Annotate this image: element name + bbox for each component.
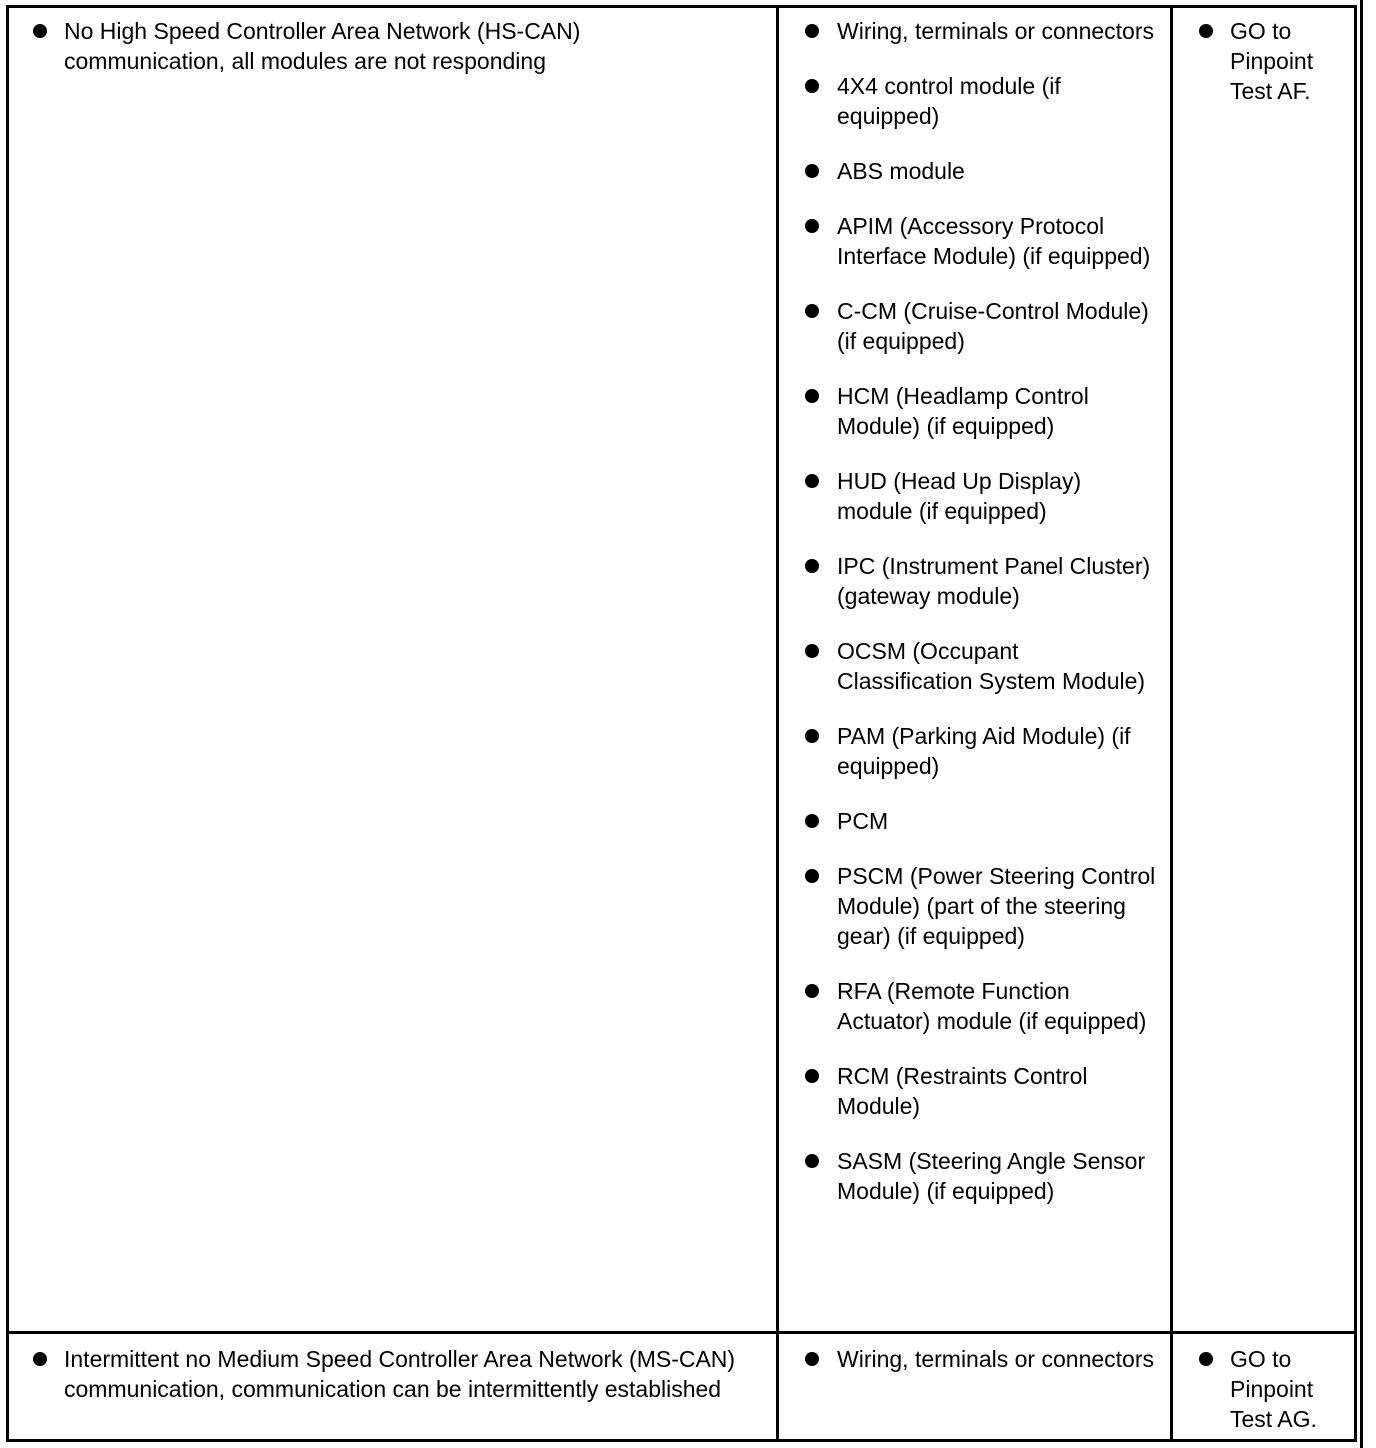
cause-text: SASM (Steering Angle Sensor Module) (if equipped) — [837, 1148, 1146, 1204]
bullet-icon — [805, 1069, 819, 1083]
list-item — [805, 1344, 1165, 1374]
list-item — [805, 16, 1165, 46]
table-row-1-action — [1199, 16, 1349, 106]
list-item — [805, 551, 1165, 611]
list-item — [805, 976, 1165, 1036]
bullet-icon — [805, 304, 819, 318]
bullet-icon — [805, 984, 819, 998]
page-edge-line — [1360, 0, 1363, 1448]
column-divider — [776, 5, 779, 1442]
cause-text: PAM (Parking Aid Module) (if equipped) — [837, 723, 1131, 779]
list-item — [805, 381, 1165, 441]
list-item — [805, 806, 1165, 836]
cause-text: Wiring, terminals or connectors — [837, 18, 1154, 44]
condition-text: No High Speed Controller Area Network (HS-CAN) communication, all modules are not responding — [64, 18, 581, 74]
bullet-icon — [33, 24, 47, 38]
table-row-1-condition — [33, 16, 763, 76]
bullet-icon — [805, 814, 819, 828]
condition-text: Intermittent no Medium Speed Controller Area Network (MS-CAN) communication, communication can be intermittently established — [64, 1346, 736, 1402]
list-item — [33, 1344, 763, 1404]
action-text: GO to Pinpoint Test AF. — [1230, 18, 1314, 104]
cause-text: RFA (Remote Function Actuator) module (if equipped) — [837, 978, 1147, 1034]
bullet-icon — [33, 1352, 47, 1366]
bullet-icon — [805, 1154, 819, 1168]
bullet-icon — [805, 729, 819, 743]
bullet-icon — [805, 164, 819, 178]
bullet-icon — [805, 389, 819, 403]
list-item — [805, 636, 1165, 696]
list-item — [805, 71, 1165, 131]
column-divider — [1170, 5, 1173, 1442]
bullet-icon — [805, 474, 819, 488]
bullet-icon — [805, 219, 819, 233]
bullet-icon — [805, 24, 819, 38]
bullet-icon — [805, 869, 819, 883]
cause-text: C-CM (Cruise-Control Module) (if equipped) — [837, 298, 1149, 354]
cause-text: Wiring, terminals or connectors — [837, 1346, 1154, 1372]
list-item — [1199, 1344, 1349, 1434]
list-item — [805, 1061, 1165, 1121]
cause-text: RCM (Restraints Control Module) — [837, 1063, 1088, 1119]
bullet-icon — [805, 644, 819, 658]
table-row-2-causes — [805, 1344, 1165, 1374]
cause-text: PCM — [837, 808, 889, 834]
list-item — [805, 1146, 1165, 1206]
bullet-icon — [1199, 24, 1213, 38]
cause-text: OCSM (Occupant Classification System Module) — [837, 638, 1146, 694]
cause-text: IPC (Instrument Panel Cluster) (gateway module) — [837, 553, 1151, 609]
cause-text: 4X4 control module (if equipped) — [837, 73, 1061, 129]
list-item — [805, 721, 1165, 781]
list-item — [805, 296, 1165, 356]
list-item — [805, 156, 1165, 186]
row-divider — [6, 1331, 1357, 1334]
cause-text: ABS module — [837, 158, 965, 184]
cause-text: PSCM (Power Steering Control Module) (part of the steering gear) (if equipped) — [837, 863, 1156, 949]
list-item — [805, 466, 1165, 526]
action-text: GO to Pinpoint Test AG. — [1230, 1346, 1317, 1432]
list-item — [805, 861, 1165, 951]
list-item — [805, 211, 1165, 271]
table-row-1-causes — [805, 16, 1165, 1206]
bullet-icon — [805, 559, 819, 573]
list-item — [33, 16, 763, 76]
cause-text: APIM (Accessory Protocol Interface Module) (if equipped) — [837, 213, 1151, 269]
cause-text: HCM (Headlamp Control Module) (if equipped) — [837, 383, 1089, 439]
cause-text: HUD (Head Up Display) module (if equipped) — [837, 468, 1082, 524]
table-row-2-condition — [33, 1344, 763, 1404]
bullet-icon — [1199, 1352, 1213, 1366]
table-row-2-action — [1199, 1344, 1349, 1434]
list-item — [1199, 16, 1349, 106]
bullet-icon — [805, 79, 819, 93]
bullet-icon — [805, 1352, 819, 1366]
